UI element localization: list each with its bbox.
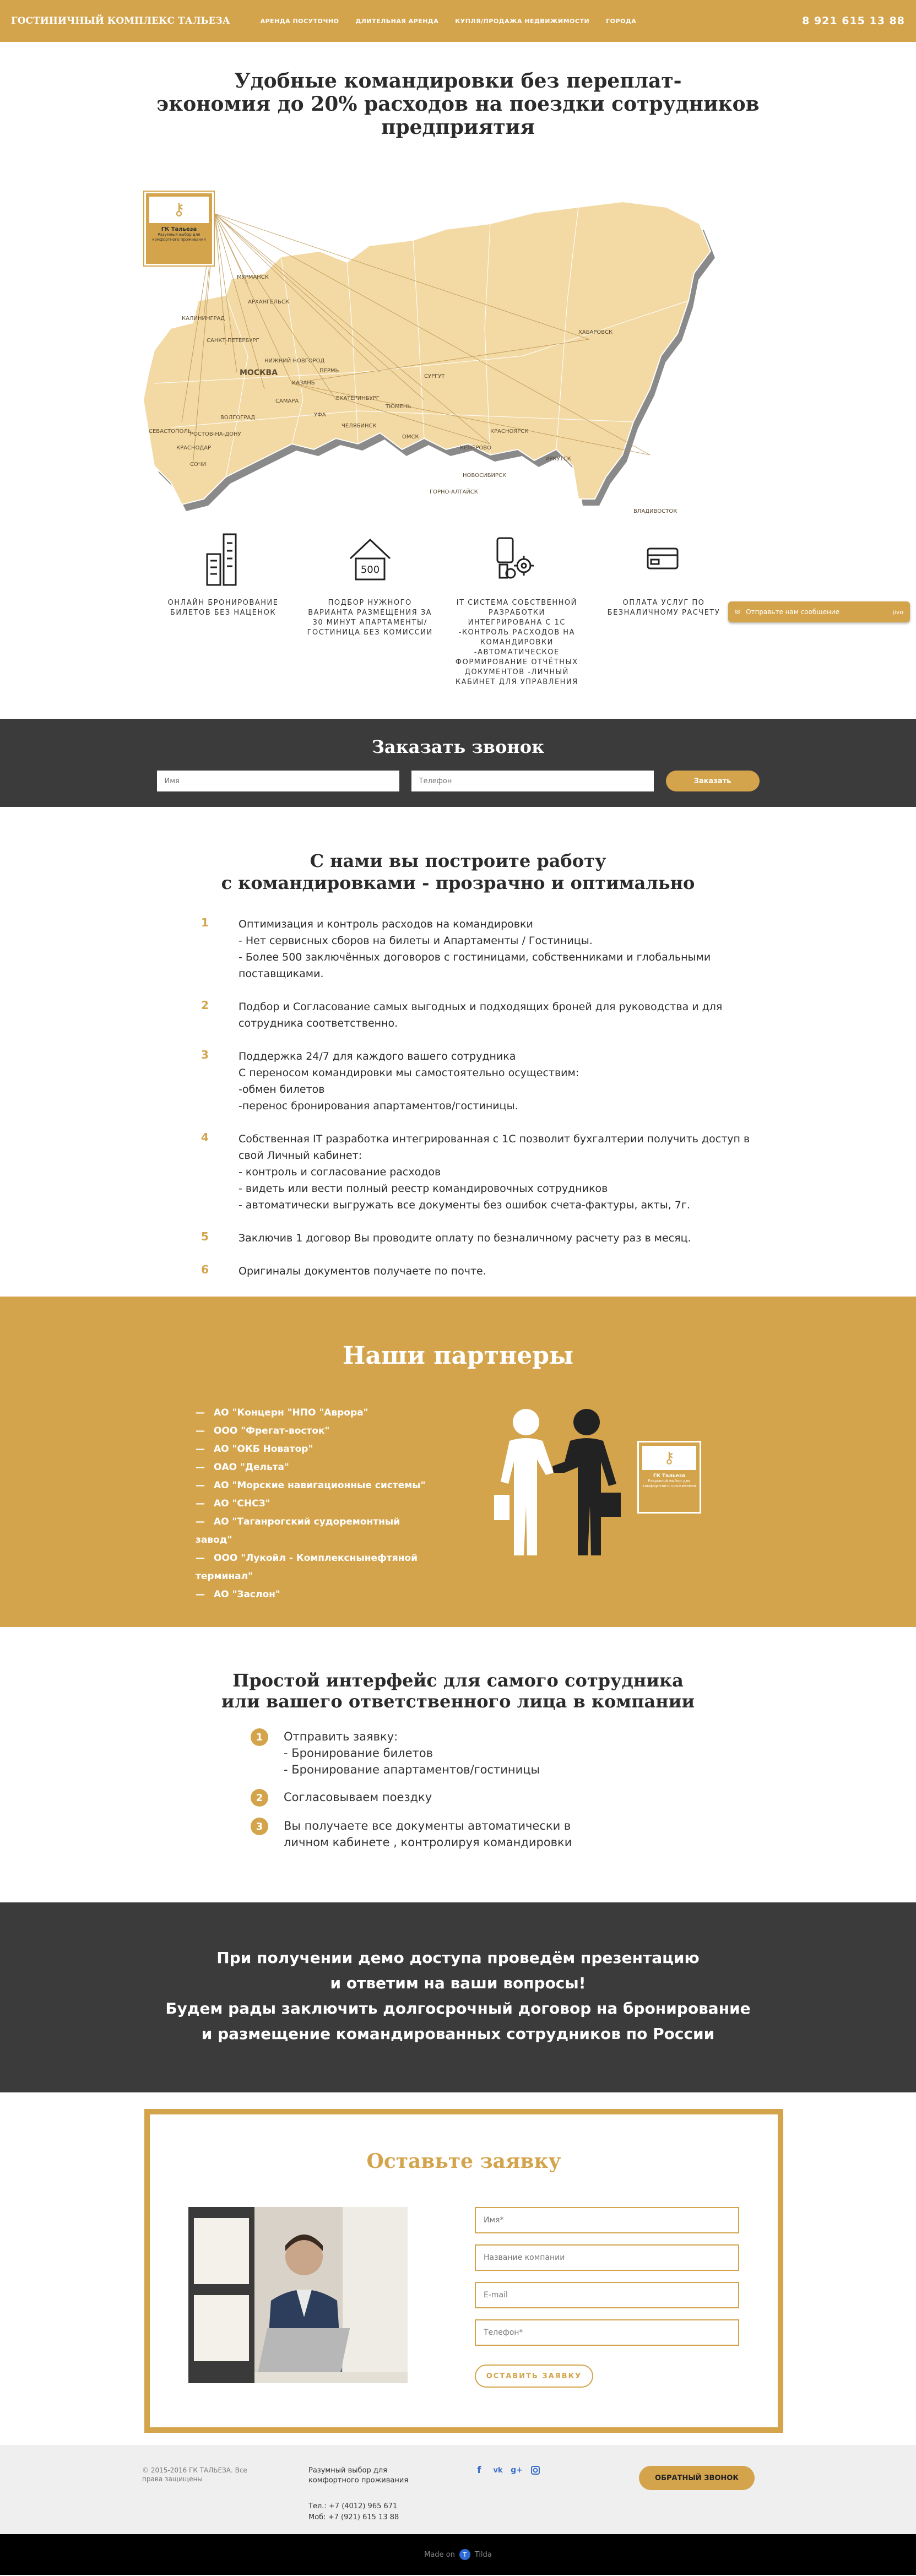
interface-steps	[251, 1728, 691, 1851]
site-logo[interactable]: ГОСТИНИЧНЫЙ КОМПЛЕКС ТАЛЬЕЗА	[11, 15, 230, 26]
interface-title	[0, 1670, 916, 1712]
main-nav	[261, 18, 637, 25]
footer-callback-button[interactable]: ОБРАТНЫЙ ЗВОНОК	[639, 2466, 755, 2490]
gears-icon	[453, 532, 580, 587]
list-item	[201, 1263, 752, 1279]
city-krasnoyarsk: КРАСНОЯРСК	[490, 429, 529, 435]
key-icon: ⚷	[663, 1449, 675, 1467]
list-item	[201, 916, 752, 982]
city-krasnodar: КРАСНОДАР	[176, 445, 212, 451]
benefits-title	[0, 850, 916, 894]
step-number: 1	[251, 1728, 268, 1746]
city-kaliningrad: КАЛИНИНГРАД	[182, 316, 225, 322]
pcard-text: Разумный выбор для комфортного проживания	[642, 1479, 696, 1488]
key-icon: ⚷	[173, 200, 185, 219]
buildings-icon	[160, 532, 286, 587]
request-frame	[144, 2109, 783, 2433]
partner-item: — АО "Заслон"	[196, 1586, 427, 1604]
city-tyumen: ТЮМЕНЬ	[386, 404, 411, 410]
item-number: 6	[201, 1263, 209, 1276]
partner-item: — АО "Концерн "НПО "Аврора"	[196, 1404, 427, 1422]
feature-text: ОНЛАЙН БРОНИРОВАНИЕ БИЛЕТОВ БЕЗ НАЦЕНОК	[167, 599, 279, 617]
businessman-photo	[188, 2207, 408, 2383]
partner-item: — ООО "Лукойл - Комплекснынефтяной терминал"	[196, 1549, 427, 1586]
header-phone[interactable]: 8 921 615 13 88	[802, 15, 905, 27]
step-number: 3	[251, 1818, 268, 1835]
step-item	[251, 1818, 691, 1851]
list-item	[201, 1131, 752, 1213]
benefits-title-line-1: С нами вы построите работу	[310, 850, 606, 871]
made-on-label: Made on	[424, 2550, 455, 2559]
chat-brand: jivo	[892, 608, 903, 616]
footer-mob[interactable]: Моб: +7 (921) 615 13 88	[308, 2513, 399, 2521]
email-field[interactable]	[475, 2282, 739, 2308]
social-links	[474, 2465, 541, 2476]
city-novosibirsk: НОВОСИБИРСК	[463, 473, 507, 479]
benefits-title-line-2: с командировками - прозрачно и оптимально	[221, 872, 695, 893]
step-number: 2	[251, 1789, 268, 1807]
city-murmansk: МУРМАНСК	[237, 274, 269, 280]
step-item	[251, 1789, 691, 1807]
footer-copyright: © 2015-2016 ГК ТАЛЬЕЗА. Все права защищены	[142, 2466, 247, 2483]
company-field[interactable]	[475, 2244, 739, 2271]
item-number: 1	[201, 916, 209, 929]
chat-label: Отправьте нам сообщение	[746, 608, 840, 616]
house-500-icon	[307, 532, 433, 587]
callback-title: Заказать звонок	[371, 736, 545, 757]
footer-tel[interactable]: Тел.: +7 (4012) 965 671	[308, 2502, 398, 2510]
step-text: Отправить заявку: - Бронирование билетов - Бронирование апартаментов/гостиницы	[284, 1730, 540, 1776]
russia-map	[138, 191, 744, 527]
phone-field[interactable]	[475, 2319, 739, 2346]
site-footer	[0, 2445, 916, 2534]
benefits-section	[0, 807, 916, 1297]
pcard-inner	[642, 1446, 696, 1470]
step-text: Вы получаете все документы автоматически в личном кабинете , контролируя командировки	[284, 1819, 572, 1849]
callback-submit-button[interactable]: Заказать	[666, 771, 760, 791]
submit-request-button[interactable]: ОСТАВИТЬ ЗАЯВКУ	[475, 2365, 593, 2388]
callback-phone-input[interactable]	[411, 771, 654, 791]
partners-title: Наши партнеры	[342, 1342, 574, 1370]
city-irkutsk: ИРКУТСК	[545, 456, 571, 462]
google-plus-icon[interactable]: g+	[511, 2466, 523, 2475]
city-ekaterinburg: ЕКАТЕРИНБУРГ	[336, 395, 380, 402]
chat-icon: ✉	[735, 608, 741, 616]
feature-text: ОПЛАТА УСЛУГ ПО БЕЗНАЛИЧНОМУ РАСЧЕТУ	[607, 599, 720, 617]
key-card-text: Разумный выбор для комфортного проживания	[152, 232, 206, 242]
city-sevastopol: СЕВАСТОПОЛЬ	[149, 429, 192, 435]
item-number: 2	[201, 999, 209, 1012]
city-ufa: УФА	[314, 412, 326, 418]
site-header	[0, 0, 916, 42]
facebook-icon[interactable]: f	[477, 2465, 481, 2476]
partners-list	[196, 1404, 427, 1604]
tilda-icon[interactable]: T	[459, 2549, 470, 2560]
key-card-inner	[149, 197, 209, 223]
hero-title-line-1: Удобные командировки без переплат-	[234, 69, 682, 93]
callback-form	[0, 771, 916, 791]
feature-text: IT СИСТЕМА СОБСТВЕННОЙ РАЗРАБОТКИ ИНТЕГРИРОВАНА С 1С -КОНТРОЛЬ РАСХОДОВ НА КОМАНДИРОВКИ -АВТОМАТИЧЕСКОЕ ФОРМИРОВАНИЕ ОТЧЁТНЫХ ДОКУМЕНТОВ -ЛИЧНЫЙ КАБИНЕТ ДЛЯ УПРАВЛЕНИЯ	[455, 599, 578, 686]
vk-icon[interactable]: vk	[493, 2466, 503, 2475]
item-text: Оригиналы документов получаете по почте.	[239, 1265, 486, 1277]
partner-item: — ООО "Фрегат-восток"	[196, 1422, 427, 1440]
benefits-list	[201, 916, 752, 1279]
step-item	[251, 1728, 691, 1778]
house-badge-text: 500	[360, 564, 380, 576]
list-item	[201, 1048, 752, 1114]
city-chelyabinsk: ЧЕЛЯБИНСК	[342, 423, 377, 429]
callback-name-input[interactable]	[157, 771, 399, 791]
key-card-logo	[144, 192, 214, 265]
request-form	[475, 2207, 739, 2388]
partner-item: — АО "Таганрогский судоремонтный завод"	[196, 1513, 427, 1549]
item-text: Заключив 1 договор Вы проводите оплату по безналичному расчету раз в месяц.	[239, 1232, 691, 1244]
partner-item: — АО "СНСЗ"	[196, 1495, 427, 1513]
hero-title-line-3: предприятия	[381, 116, 535, 139]
item-text: Подбор и Согласование самых выгодных и подходящих броней для руководства и для сотрудника соответственно.	[239, 1001, 723, 1029]
hero-title-line-2: экономия до 20% расходов на поездки сотрудников	[156, 93, 760, 116]
handshake-icon	[493, 1407, 625, 1561]
feature-online-booking	[160, 532, 286, 687]
partners-logo-card	[637, 1441, 701, 1514]
partner-item: — АО "Морские навигационные системы"	[196, 1477, 427, 1495]
feature-it-system	[453, 532, 580, 687]
hero-section	[0, 42, 916, 719]
list-item	[201, 1230, 752, 1246]
interface-title-line-1: Простой интерфейс для самого сотрудника	[232, 1670, 684, 1691]
city-gorno-altaysk: ГОРНО-АЛТАЙСК	[430, 489, 478, 495]
hero-title	[0, 42, 916, 139]
footer-contacts	[308, 2501, 399, 2523]
list-item	[201, 999, 752, 1032]
nav-item-daily-rent[interactable]: АРЕНДА ПОСУТОЧНО	[260, 17, 339, 25]
key-card-title: ГК Тальеза	[161, 226, 197, 232]
feature-payment	[600, 532, 727, 687]
interface-title-line-2: или вашего ответственного лица в компании	[221, 1691, 695, 1712]
pcard-title: ГК Тальеза	[653, 1473, 686, 1479]
city-surgut: СУРГУТ	[424, 373, 445, 379]
item-number: 3	[201, 1048, 209, 1061]
footer-about: Разумный выбор для комфортного проживания	[308, 2466, 409, 2485]
city-sochi: СОЧИ	[190, 462, 207, 468]
city-kazan: КАЗАНЬ	[292, 380, 315, 386]
city-samara: САМАРА	[275, 398, 299, 404]
made-on-bar	[0, 2534, 916, 2575]
nav-item-real-estate[interactable]: КУПЛЯ/ПРОДАЖА НЕДВИЖИМОСТИ	[455, 17, 590, 25]
request-title: Оставьте заявку	[366, 2150, 561, 2173]
interface-section	[0, 1627, 916, 1902]
city-vladivostok: ВЛАДИВОСТОК	[633, 508, 677, 514]
demo-text: При получении демо доступа проведём презентацию и ответим на ваши вопросы! Будем рады заключить долгосрочный договор на бронирование и размещение командированных сотрудников по России	[165, 1949, 751, 2043]
name-field[interactable]	[475, 2207, 739, 2233]
city-nn: НИЖНИЙ НОВГОРОД	[264, 358, 325, 364]
partners-section	[0, 1297, 916, 1627]
item-text: Оптимизация и контроль расходов на командировки - Нет сервисных сборов на билеты и Апартаменты / Гостиницы. - Более 500 заключённых договоров с гостиницами, собственниками и глобальными поставщиками.	[239, 918, 711, 980]
feature-selection	[307, 532, 433, 687]
request-section	[0, 2092, 916, 2445]
credit-card-icon	[600, 532, 727, 587]
callback-section	[0, 719, 916, 807]
item-number: 4	[201, 1131, 209, 1144]
made-on-brand[interactable]: Tilda	[474, 2550, 492, 2559]
city-spb: САНКТ-ПЕТЕРБУРГ	[207, 338, 259, 344]
city-perm: ПЕРМЬ	[319, 368, 339, 374]
item-text: Собственная IT разработка интегрированная с 1С позволит бухгалтерии получить доступ в свой Личный кабинет: - контроль и согласование расходов - видеть или вести полный реестр командировочных сотрудников - автоматически выгружать все документы без ошибок счета-фактуры, акты, 7г.	[239, 1133, 750, 1211]
demo-section	[0, 1902, 916, 2092]
instagram-icon[interactable]	[530, 2465, 541, 2476]
city-omsk: ОМСК	[402, 434, 419, 440]
partner-item: — АО "ОКБ Новатор"	[196, 1440, 427, 1458]
city-khabarovsk: ХАБАРОВСК	[578, 329, 613, 335]
step-text: Согласовываем поездку	[284, 1791, 432, 1804]
item-text: Поддержка 24/7 для каждого вашего сотрудника С переносом командировки мы самостоятельно осуществим: -обмен билетов -перенос бронирования апартаментов/гостиницы.	[239, 1050, 579, 1112]
nav-item-long-rent[interactable]: ДЛИТЕЛЬНАЯ АРЕНДА	[355, 17, 439, 25]
item-number: 5	[201, 1230, 209, 1243]
feature-text: ПОДБОР НУЖНОГО ВАРИАНТА РАЗМЕЩЕНИЯ ЗА 30 МИНУТ АПАРТАМЕНТЫ/ГОСТИНИЦА БЕЗ КОМИССИИ	[307, 599, 433, 637]
city-moscow: МОСКВА	[240, 368, 278, 377]
partner-item: — ОАО "Дельта"	[196, 1458, 427, 1477]
features-row	[160, 532, 727, 687]
chat-widget[interactable]	[728, 601, 910, 622]
city-rostov: РОСТОВ-НА-ДОНУ	[190, 431, 241, 437]
city-kemerovo: КЕМЕРОВО	[460, 445, 491, 451]
city-arkhangelsk: АРХАНГЕЛЬСК	[248, 299, 289, 305]
nav-item-cities[interactable]: ГОРОДА	[606, 17, 637, 25]
city-volgograd: ВОЛГОГРАД	[220, 415, 256, 421]
